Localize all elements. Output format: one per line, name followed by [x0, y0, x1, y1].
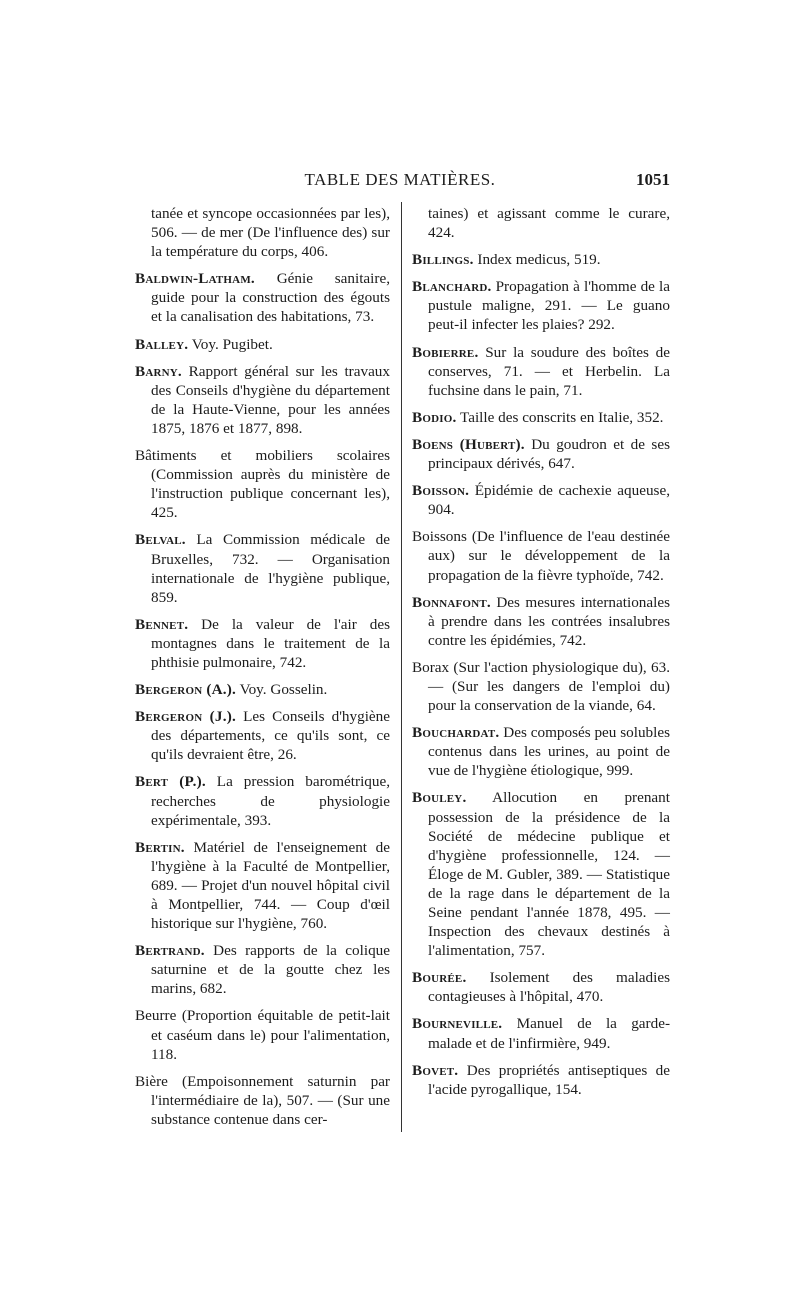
entry-text: Matériel de l'enseignement de l'hygiène à la Faculté de Montpellier, 689. — Projet d'un nouvel hôpital civil à Montpellier, 744. — Coup d'œil historique sur l'hygiène, 760.: [151, 838, 390, 933]
entry-author: Bourée.: [412, 969, 467, 987]
index-entry: [412, 408, 670, 427]
entry-text: Boissons (De l'influence de l'eau destinée aux) sur le développement de la propagation de la fièvre typhoïde, 742.: [412, 528, 670, 584]
entry-text: Du goudron et de ses principaux dérivés, 647.: [428, 435, 670, 473]
running-title: TABLE DES MATIÈRES.: [304, 170, 496, 189]
index-entry: [412, 250, 670, 269]
entry-text: Index medicus, 519.: [477, 251, 601, 269]
index-entry: [412, 968, 670, 1006]
entry-author: Bouchardat.: [412, 724, 500, 742]
index-entry: [412, 1061, 670, 1099]
entry-text: Sur la soudure des boîtes de conserves, 71. — et Herbelin. La fuchsine dans le pain, 71.: [428, 343, 671, 399]
entry-text: Des propriétés antiseptiques de l'acide pyrogallique, 154.: [428, 1061, 671, 1098]
index-entry: [135, 204, 390, 261]
entry-author: Bouley.: [412, 789, 467, 807]
entry-author: Bert (P.).: [135, 773, 206, 791]
entry-text: Voy. Gosselin.: [239, 681, 328, 699]
entry-author: Balley.: [135, 335, 189, 353]
entry-text: Épidémie de cachexie aqueuse, 904.: [428, 482, 671, 519]
column-divider: [401, 202, 402, 1132]
index-entry: [412, 343, 670, 400]
index-entry: [135, 1006, 390, 1063]
index-entry: [412, 204, 670, 242]
right-column: [412, 204, 670, 1107]
entry-author: Blanchard.: [412, 278, 492, 296]
entry-author: Bertin.: [135, 838, 185, 856]
entry-text: Des composés peu solubles contenus dans les urines, au point de vue de l'hygiène étiologique, 999.: [428, 724, 671, 780]
index-entry: [412, 658, 670, 715]
index-entry: [412, 593, 670, 650]
index-entry: [135, 707, 390, 764]
entry-author: Bergeron (A.).: [135, 681, 237, 699]
index-entry: [135, 680, 390, 699]
index-entry: [412, 481, 670, 519]
entry-author: Boisson.: [412, 482, 470, 500]
entry-author: Billings.: [412, 251, 474, 269]
entry-text: Voy. Pugibet.: [191, 335, 273, 353]
entry-author: Bonnafont.: [412, 593, 491, 611]
index-entry: [135, 335, 390, 354]
left-column: [135, 204, 390, 1137]
index-entry: [135, 941, 390, 998]
entry-text: tanée et syncope occasionnées par les), 506. — de mer (De l'influence des) sur la température du corps, 406.: [151, 205, 390, 261]
entry-text: Bière (Empoisonnement saturnin par l'intermédiaire de la), 507. — (Sur une substance contenue dans cer-: [135, 1072, 390, 1128]
index-entry: [135, 446, 390, 522]
entry-text: Allocution en prenant possession de la présidence de la Société de médecine publique et d'hygiène professionnelle, 124. — Éloge de M. Gubler, 389. — Statistique de la rage dans le département de la Seine pendant l'année 1878, 495. — Inspection des chevaux destinés à l'alimentation, 757.: [428, 789, 670, 960]
entry-text: Les Conseils d'hygiène des départements, ce qu'ils sont, ce qu'ils devraient être, 26.: [151, 708, 391, 764]
entry-author: Belval.: [135, 531, 186, 549]
entry-author: Bourneville.: [412, 1015, 503, 1033]
index-entry: [135, 772, 390, 829]
entry-text: Bâtiments et mobiliers scolaires (Commission auprès du ministère de l'instruction publique concernant les), 425.: [135, 447, 390, 522]
index-entry: [135, 269, 390, 326]
entry-author: Bodio.: [412, 408, 457, 426]
index-entry: [412, 1014, 670, 1052]
entry-text: Beurre (Proportion équitable de petit-lait et caséum dans le) pour l'alimentation, 118.: [135, 1007, 390, 1063]
entry-text: La pression barométrique, recherches de physiologie expérimentale, 393.: [151, 773, 391, 829]
entry-text: Borax (Sur l'action physiologique du), 63. — (Sur les dangers de l'emploi du) pour la conservation de la viande, 64.: [412, 658, 670, 715]
entry-author: Baldwin-Latham.: [135, 270, 255, 288]
entry-author: Boens (Hubert).: [412, 435, 525, 453]
entry-text: Rapport général sur les travaux des Conseils d'hygiène du département de la Haute-Vienne, pour les années 1875, 1876 et 1877, 898.: [151, 362, 390, 437]
entry-author: Bovet.: [412, 1061, 459, 1079]
entry-text: De la valeur de l'air des montagnes dans le traitement de la phthisie pulmonaire, 742.: [151, 615, 391, 671]
entry-text: Manuel de la garde-malade et de l'infirmière, 949.: [428, 1015, 670, 1052]
entry-text: Propagation à l'homme de la pustule maligne, 291. — Le guano peut-il infecter les plaies? 292.: [428, 278, 671, 334]
entry-author: Bobierre.: [412, 343, 479, 361]
index-entry: [135, 615, 390, 672]
entry-text: Des rapports de la colique saturnine et de la goutte chez les marins, 682.: [151, 942, 390, 998]
index-entry: [135, 1072, 390, 1129]
index-entry: [412, 723, 670, 780]
entry-text: La Commission médicale de Bruxelles, 732. — Organisation internationale de l'hygiène publique, 859.: [151, 531, 390, 606]
entry-text: Isolement des maladies contagieuses à l'hôpital, 470.: [428, 969, 670, 1006]
index-entry: [412, 435, 670, 473]
entry-author: Barny.: [135, 362, 182, 380]
entry-author: Bergeron (J.).: [135, 708, 236, 726]
entry-text: Génie sanitaire, guide pour la construction des égouts et la canalisation des habitations, 73.: [151, 270, 390, 326]
entry-author: Bennet.: [135, 615, 189, 633]
index-entry: [412, 788, 670, 960]
entry-text: Des mesures internationales à prendre dans les contrées insalubres contre les épidémies, 742.: [428, 593, 671, 649]
entry-text: Taille des conscrits en Italie, 352.: [460, 408, 664, 426]
index-entry: [135, 362, 390, 438]
index-entry: [135, 530, 390, 606]
index-entry: [412, 277, 670, 334]
entry-text: taines) et agissant comme le curare, 424.: [428, 205, 670, 242]
index-entry: [135, 838, 390, 933]
entry-author: Bertrand.: [135, 942, 205, 960]
index-entry: [412, 527, 670, 584]
page-number: 1051: [636, 170, 670, 189]
